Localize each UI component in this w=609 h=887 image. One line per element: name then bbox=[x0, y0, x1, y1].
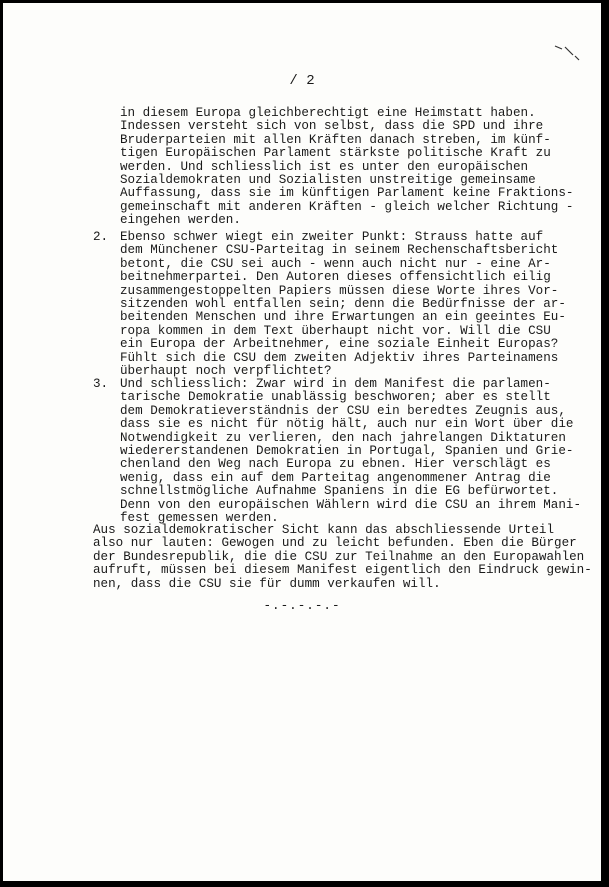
text-line: wenig, dass ein auf dem Parteitag angenommener Antrag die bbox=[120, 470, 551, 485]
text-line: also nur lauten: Gewogen und zu leicht befunden. Eben die Bürger bbox=[93, 536, 577, 551]
text-line: ropa kommen in dem Text überhaupt nicht vor. Will die CSU bbox=[120, 323, 551, 338]
text-line: dem Demokratieverständnis der CSU ein beredtes Zeugnis aus, bbox=[120, 403, 566, 418]
text-line: fest gemessen werden. bbox=[120, 510, 279, 525]
text-line: Auffassung, dass sie im künftigen Parlament keine Fraktions- bbox=[120, 186, 574, 201]
text-line: dem Münchener CSU-Parteitag in seinem Rechenschaftsbericht bbox=[120, 243, 559, 258]
end-mark: -.-.-.-.- bbox=[263, 599, 341, 613]
text-line: aufruft, müssen bei diesem Manifest eigentlich den Eindruck gewin- bbox=[93, 563, 592, 578]
text-line: tarische Demokratie unablässig beschworen; aber es stellt bbox=[120, 390, 551, 405]
point-2-number: 2. bbox=[93, 230, 109, 244]
text-line: werden. Und schliesslich ist es unter den europäischen bbox=[120, 159, 529, 174]
text-line: Fühlt sich die CSU dem zweiten Adjektiv ihres Parteinamens bbox=[120, 350, 559, 365]
text-line: Indessen versteht sich von selbst, dass die SPD und ihre bbox=[120, 119, 544, 134]
page-number: / 2 bbox=[289, 73, 315, 89]
text-line: ein Europa der Arbeitnehmer, eine soziale Einheit Europas? bbox=[120, 337, 559, 352]
text-line: beitnehmerpartei. Den Autoren dieses offensichtlich eilig bbox=[120, 270, 551, 285]
text-line: dass sie es nicht für nötig hält, auch nur ein Wort über die bbox=[120, 417, 574, 432]
text-line: Ebenso schwer wiegt ein zweiter Punkt: Strauss hatte auf bbox=[120, 230, 544, 244]
text-line: sitzenden wohl entfallen sein; denn die Bedürfnisse der ar- bbox=[120, 296, 566, 311]
text-line: zusammengestoppelten Papiers müssen diese Worte ihres Vor- bbox=[120, 283, 559, 298]
text-line: betont, die CSU sei auch - wenn auch nicht nur - eine Ar- bbox=[120, 256, 551, 271]
text-line: tigen Europäischen Parlament stärkste politische Kraft zu bbox=[120, 146, 551, 161]
text-line: Notwendigkeit zu verlieren, den nach jahrelangen Diktaturen bbox=[120, 430, 566, 445]
intro-paragraph bbox=[120, 106, 574, 228]
text-line: wiedererstandenen Demokratien in Portugal, Spanien und Grie- bbox=[120, 443, 574, 458]
document-page bbox=[3, 3, 601, 881]
text-line: nen, dass die CSU sie für dumm verkaufen will. bbox=[93, 576, 441, 591]
text-line: schnellstmögliche Aufnahme Spaniens in die EG befürwortet. bbox=[120, 484, 559, 499]
text-line: Und schliesslich: Zwar wird in dem Manifest die parlamen- bbox=[120, 377, 551, 391]
text-line: beitenden Menschen und ihre Erwartungen an ein geeintes Eu- bbox=[120, 310, 566, 325]
text-line: in diesem Europa gleichberechtigt eine Heimstatt haben. bbox=[120, 106, 536, 120]
text-line: Aus sozialdemokratischer Sicht kann das abschliessende Urteil bbox=[93, 523, 555, 537]
text-line: Bruderparteien mit allen Kräften danach streben, im künf- bbox=[120, 132, 551, 147]
conclusion-paragraph bbox=[93, 523, 592, 591]
text-line: Denn von den europäischen Wählern wird die CSU an ihrem Mani- bbox=[120, 497, 582, 512]
point-3-paragraph bbox=[120, 377, 582, 525]
pen-mark-icon bbox=[553, 43, 583, 63]
text-line: eingehen werden. bbox=[120, 213, 241, 228]
text-line: Sozialdemokraten und Sozialisten unstreitige gemeinsame bbox=[120, 172, 536, 187]
point-2-paragraph bbox=[120, 230, 566, 378]
point-3-number: 3. bbox=[93, 377, 109, 391]
text-line: der Bundesrepublik, die die CSU zur Teilnahme an den Europawahlen bbox=[93, 549, 585, 564]
text-line: gemeinschaft mit anderen Kräften - gleich welcher Richtung - bbox=[120, 199, 574, 214]
text-line: chenland den Weg nach Europa zu ebnen. Hier verschlägt es bbox=[120, 457, 551, 472]
text-line: überhaupt noch verpflichtet? bbox=[120, 363, 332, 378]
